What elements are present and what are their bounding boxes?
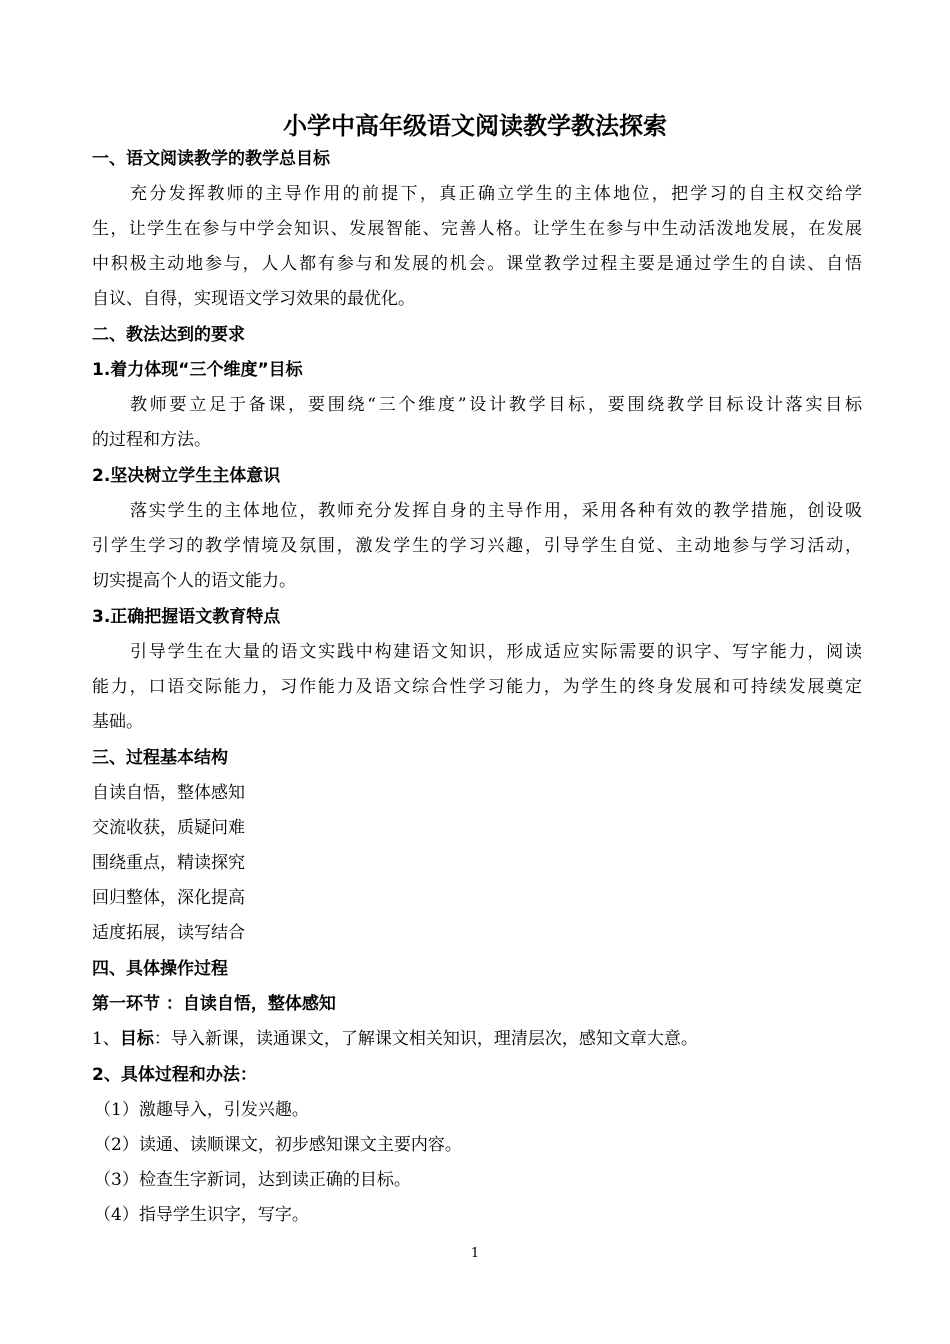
process-step: （3）检查生字新词，达到读正确的目标。 [94,1170,411,1190]
process-step: （2）读通、读顺课文，初步感知课文主要内容。 [94,1135,462,1155]
structure-item: 交流收获，质疑问难 [92,818,245,838]
page-number: 1 [470,1246,480,1261]
paragraph-line: 落实学生的主体地位，教师充分发挥自身的主导作用，采用各种有效的教学措施，创设吸 [130,501,862,521]
subsection-heading: 3.正确把握语文教育特点 [92,607,281,627]
paragraph-line: 中积极主动地参与，人人都有参与和发展的机会。课堂教学过程主要是通过学生的自读、自悟 [92,254,862,274]
section-1-heading: 一、语文阅读教学的教学总目标 [92,149,330,169]
subsection-heading: 2.坚决树立学生主体意识 [92,466,281,486]
stage-heading: 第一环节 ：自读自悟，整体感知 [92,994,336,1014]
structure-item: 适度拓展，读写结合 [92,923,245,943]
structure-item: 围绕重点，精读探究 [92,853,245,873]
goal-text: ：导入新课，读通课文，了解课文相关知识，理清层次，感知文章大意。 [153,1029,698,1049]
document-title: 小学中高年级语文阅读教学教法探索 [283,112,667,140]
section-4-heading: 四、具体操作过程 [92,959,228,979]
paragraph-line: 能力，口语交际能力，习作能力及语文综合性学习能力，为学生的终身发展和可持续发展奠定 [92,677,862,697]
paragraph-line: 自议、自得，实现语文学习效果的最优化。 [92,289,415,309]
paragraph-line: 教师要立足于备课，要围绕“三个维度”设计教学目标，要围绕教学目标设计落实目标 [130,395,862,415]
subsection-heading: 1.着力体现“三个维度”目标 [92,360,303,380]
structure-item: 回归整体，深化提高 [92,888,245,908]
paragraph-line: 充分发挥教师的主导作用的前提下，真正确立学生的主体地位，把学习的自主权交给学 [130,184,862,204]
paragraph-line: 的过程和方法。 [92,430,211,450]
goal-number: 1、 [92,1029,120,1049]
paragraph-line: 切实提高个人的语文能力。 [92,571,296,591]
section-3-heading: 三、过程基本结构 [92,748,228,768]
section-2-heading: 二、教法达到的要求 [92,325,245,345]
paragraph-line: 引导学生在大量的语文实践中构建语文知识，形成适应实际需要的识字、写字能力，阅读 [130,642,862,662]
goal-line [92,1022,862,1056]
goal-label: 目标 [119,1029,154,1049]
process-step: （4）指导学生识字，写字。 [94,1205,309,1225]
paragraph-line: 生，让学生在参与中学会知识、发展智能、完善人格。让学生在参与中生动活泼地发展，在发展 [92,219,862,239]
paragraph-line: 基础。 [92,712,143,732]
structure-item: 自读自悟，整体感知 [92,783,245,803]
paragraph-line: 引学生学习的教学情境及氛围，激发学生的学习兴趣，引导学生自觉、主动地参与学习活动， [92,536,862,556]
process-step: （1）激趣导入，引发兴趣。 [94,1100,309,1120]
process-heading: 2、具体过程和办法： [92,1065,257,1085]
